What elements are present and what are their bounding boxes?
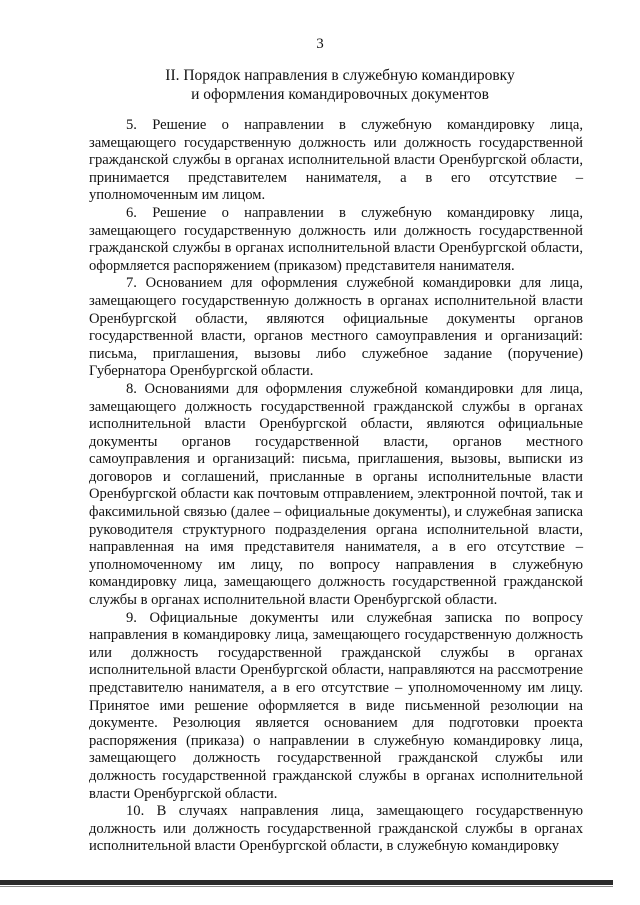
- document-body: [89, 117, 583, 856]
- paragraph-10: 10. В случаях направления лица, замещающего государственную должность или должность государственной гражданской службы в органах исполнительной власти Оренбургской области, в служебную командировку: [89, 803, 583, 855]
- paragraph-8: 8. Основаниями для оформления служебной командировки для лица, замещающего должность государственной гражданской службы в органах исполнительной власти Оренбургской области, являются официальные документы органов государственной власти, органов местного самоуправления и организаций: письма, приглашения, вызовы, выписки из договоров и соглашений, присланные в органы исполнительные власти Оренбургской области как почтовым отправлением, электронной почтой, так и факсимильной связью (далее – официальные документы), и служебная записка руководителя структурного подразделения органа исполнительной власти, направленная на имя представителя нанимателя, а в его отсутствие – уполномоченному им лицу, по вопросу направления в служебную командировку лица, замещающего должность государственной гражданской службы в органах исполнительной власти Оренбургской области.: [89, 380, 583, 609]
- scan-edge-line: [0, 880, 613, 885]
- section-heading-line-2: и оформления командировочных документов: [191, 86, 489, 103]
- paragraph-7: 7. Основанием для оформления служебной командировки для лица, замещающего государственную должность в органах исполнительной власти Оренбургской области, являются официальные документы органов государственной власти, органов местного самоуправления и организаций: письма, приглашения, вызовы либо служебное задание (поручение) Губернатора Оренбургской области.: [89, 275, 583, 380]
- scan-edge-line-thin: [0, 886, 613, 887]
- paragraph-9: 9. Официальные документы или служебная записка по вопросу направления в командировку лица, замещающего государственную должность или должность государственной гражданской службы в органах исполнительной власти Оренбургской области, направляются на рассмотрение представителю нанимателя, а в его отсутствие – уполномоченному им лицу. Принятое ими решение оформляется в виде письменной резолюции на документе. Резолюция является основанием для подготовки проекта распоряжения (приказа) о направлении в служебную командировку лица, замещающего должность государственной гражданской службы или должность государственной гражданской службы в органах исполнительной власти Оренбургской области.: [89, 609, 583, 802]
- section-heading-line-1: II. Порядок направления в служебную командировку: [165, 67, 515, 84]
- paragraph-5: 5. Решение о направлении в служебную командировку лица, замещающего государственную должность или должность государственной гражданской службы в органах исполнительной власти Оренбургской области, принимается представителем нанимателя, а в его отсутствие – уполномоченным им лицом.: [89, 117, 583, 204]
- page-number: 3: [316, 36, 324, 52]
- paragraph-6: 6. Решение о направлении в служебную командировку лица, замещающего государственную должность или должность государственной гражданской службы в органах исполнительной власти Оренбургской области, оформляется распоряжением (приказом) представителя нанимателя.: [89, 204, 583, 274]
- section-heading: [90, 66, 590, 104]
